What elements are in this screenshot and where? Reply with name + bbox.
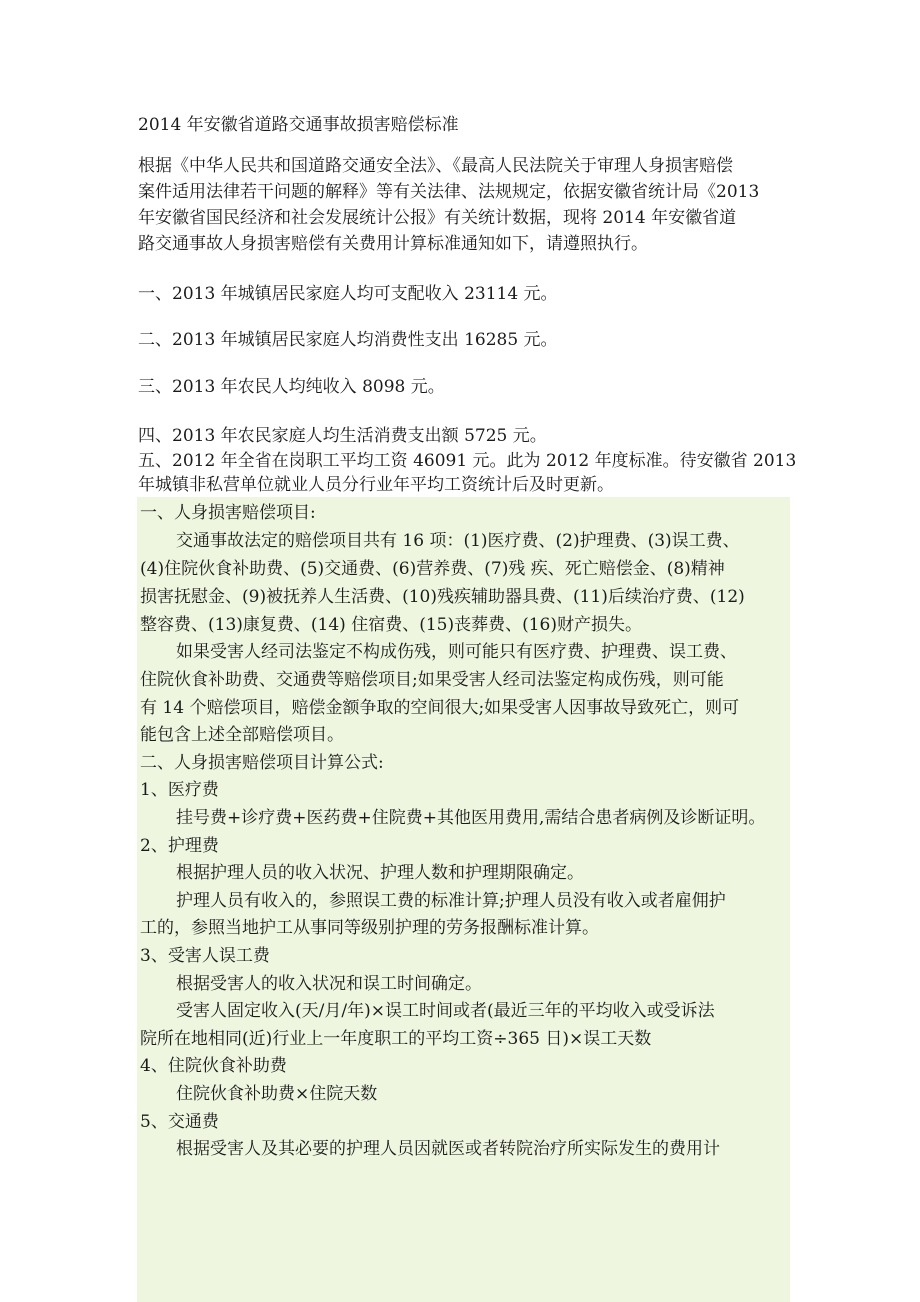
paragraph-line: 住院伙食补助费×住院天数: [176, 1084, 378, 1104]
paragraph-line: 院所在地相同(近)行业上一年度职工的平均工资÷365 日)×误工天数: [140, 1029, 652, 1049]
paragraph-line: 受害人固定收入(天/月/年)×误工时间或者(最近三年的平均收入或受诉法: [176, 1001, 715, 1021]
paragraph-line: 交通事故法定的赔偿项目共有 16 项：(1)医疗费、(2)护理费、(3)误工费、: [176, 531, 740, 551]
section-heading-2: 二、人身损害赔偿项目计算公式:: [140, 753, 384, 773]
standard-item-5-cont: 年城镇非私营单位就业人员分行业年平均工资统计后及时更新。: [138, 475, 614, 495]
standard-item-4: 四、2013 年农民家庭人均生活消费支出额 5725 元。: [138, 426, 547, 446]
document-title: 2014 年安徽省道路交通事故损害赔偿标准: [138, 115, 459, 135]
paragraph-line: (4)住院伙食补助费、(5)交通费、(6)营养费、(7)残 疾、死亡赔偿金、(8)精神: [140, 559, 725, 579]
paragraph-line: 住院伙食补助费、交通费等赔偿项目;如果受害人经司法鉴定构成伤残，则可能: [140, 670, 724, 690]
paragraph-line: 挂号费+诊疗费+医药费+住院费+其他医用费用,需结合患者病例及诊断证明。: [176, 808, 766, 828]
subsection-heading: 2、护理费: [140, 836, 219, 856]
paragraph-line: 工的，参照当地护工从事同等级别护理的劳务报酬标准计算。: [140, 918, 599, 938]
paragraph-line: 根据受害人及其必要的护理人员因就医或者转院治疗所实际发生的费用计: [176, 1139, 720, 1159]
paragraph-line: 损害抚慰金、(9)被抚养人生活费、(10)残疾辅助器具费、(11)后续治疗费、(12): [140, 587, 745, 607]
subsection-heading: 4、住院伙食补助费: [140, 1056, 287, 1076]
standard-item-2: 二、2013 年城镇居民家庭人均消费性支出 16285 元。: [138, 330, 558, 350]
subsection-heading: 3、受害人误工费: [140, 946, 270, 966]
subsection-heading: 1、医疗费: [140, 780, 219, 800]
paragraph-line: 根据护理人员的收入状况、护理人数和护理期限确定。: [176, 863, 584, 883]
standard-item-3: 三、2013 年农民人均纯收入 8098 元。: [138, 377, 445, 397]
paragraph-line: 如果受害人经司法鉴定不构成伤残，则可能只有医疗费、护理费、误工费、: [176, 642, 737, 662]
paragraph-line: 根据受害人的收入状况和误工时间确定。: [176, 974, 482, 994]
paragraph-line: 能包含上述全部赔偿项目。: [140, 725, 344, 745]
standard-item-1: 一、2013 年城镇居民家庭人均可支配收入 23114 元。: [138, 284, 558, 304]
paragraph-line: 护理人员有收入的，参照误工费的标准计算;护理人员没有收入或者雇佣护: [176, 891, 726, 911]
section-heading-1: 一、人身损害赔偿项目:: [140, 503, 316, 523]
paragraph-line: 整容费、(13)康复费、(14) 住宿费、(15)丧葬费、(16)财产损失。: [140, 615, 642, 635]
subsection-heading: 5、交通费: [140, 1112, 219, 1132]
standard-item-5: 五、2012 年全省在岗职工平均工资 46091 元。此为 2012 年度标准。待安徽省 2013: [138, 451, 797, 471]
intro-paragraph: 根据《中华人民共和国道路交通安全法》、《最高人民法院关于审理人身损害赔偿 案件适用法律若干问题的解释》等有关法律、法规规定，依据安徽省统计局《2013 年安徽省国民经济和社会发展统计公报》有关统计数据，现将 2014 年安徽省道 路交通事故人身损害赔偿有关费用计算标准通知如下，请遵照执行。: [138, 156, 760, 254]
paragraph-line: 有 14 个赔偿项目，赔偿金额争取的空间很大;如果受害人因事故导致死亡，则可: [140, 698, 740, 718]
